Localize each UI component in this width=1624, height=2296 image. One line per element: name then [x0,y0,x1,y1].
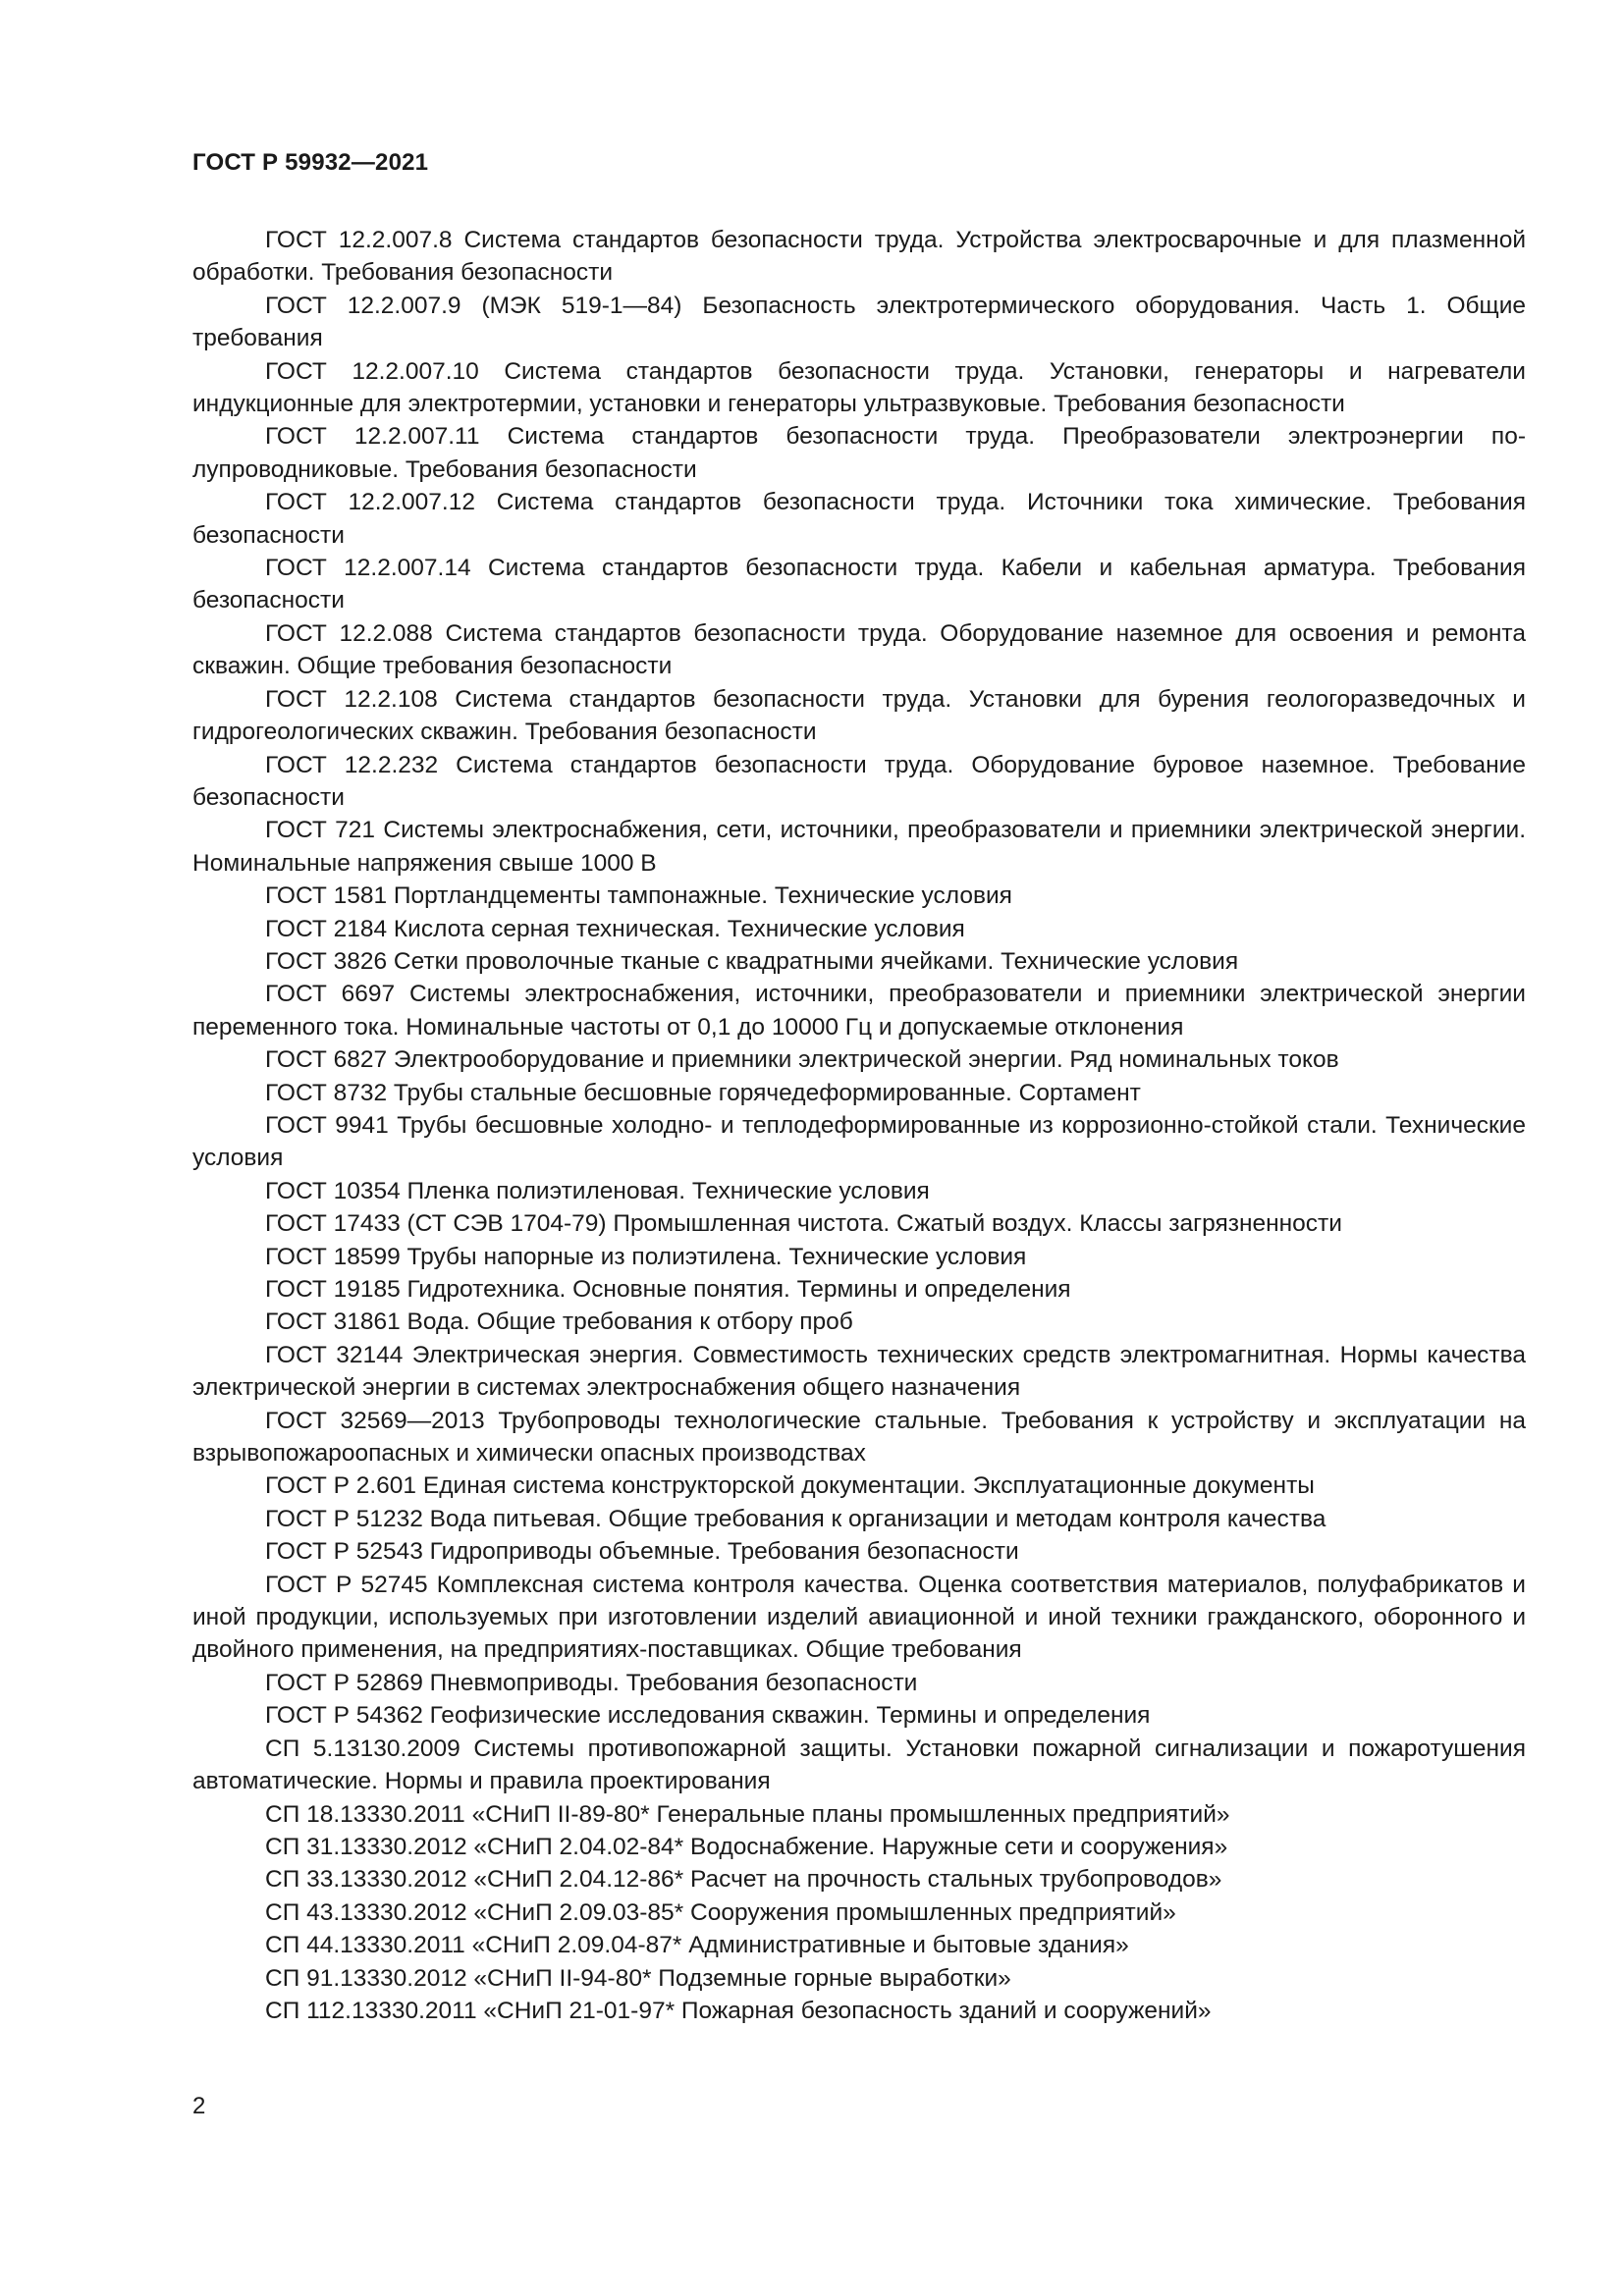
reference-item: ГОСТ 12.2.108 Система стандартов безопасности труда. Установки для бурения геологоразведочных и гидрогеологических скважин. Требования безопасности [192,685,1526,746]
reference-item: ГОСТ 12.2.007.14 Система стандартов безопасности труда. Кабели и кабельная арматура. Требования безопасности [192,555,1526,614]
normative-references-list [192,224,1526,2027]
reference-item: ГОСТ 8732 Трубы стальные бесшовные горячедеформированные. Сортамент [265,1079,1141,1106]
reference-item: ГОСТ 3826 Сетки проволочные тканые с квадратными ячейками. Технические условия [265,947,1239,975]
reference-item: ГОСТ 6697 Системы электроснабжения, источники, преобразователи и приемники электрической энергии переменного тока. Номинальные частоты от 0,1 до 10000 Гц и допускаемые отклонения [192,981,1526,1041]
reference-item: ГОСТ 10354 Пленка полиэтиленовая. Технические условия [265,1177,930,1204]
document-header: ГОСТ Р 59932—2021 [192,149,429,176]
reference-item: СП 44.13330.2011 «СНиП 2.09.04-87* Административные и бытовые здания» [265,1932,1129,1959]
reference-item: СП 31.13330.2012 «СНиП 2.04.02-84* Водоснабжение. Наружные сети и сооружения» [265,1833,1228,1860]
reference-item: ГОСТ 18599 Трубы напорные из полиэтилена. Технические условия [265,1243,1027,1270]
reference-item: ГОСТ 1581 Портландцементы тампонажные. Технические условия [265,882,1012,910]
reference-item: ГОСТ 12.2.007.12 Система стандартов безопасности труда. Источники тока химические. Требования безопасности [192,489,1526,549]
reference-item: ГОСТ Р 2.601 Единая система конструкторской документации. Эксплуатационные документы [265,1472,1315,1500]
page-number: 2 [192,2093,206,2119]
reference-item: СП 5.13130.2009 Системы противопожарной защиты. Установки пожарной сигнализации и пожаротушения автоматические. Нормы и правила проектирования [192,1735,1526,1795]
reference-item: ГОСТ Р 52745 Комплексная система контроля качества. Оценка соответствия материалов, полуфабрикатов и иной продукции, используемых при изготовлении изделий авиационной и иной техники гражданского, оборонного и двойного применения, на предприятиях-поставщиках. Общие требования [192,1571,1526,1664]
reference-item: ГОСТ 6827 Электрооборудование и приемники электрической энергии. Ряд номинальных токов [265,1046,1339,1074]
reference-item: ГОСТ 12.2.232 Система стандартов безопасности труда. Оборудование буровое наземное. Требование безопасности [192,751,1526,811]
reference-item: ГОСТ Р 51232 Вода питьевая. Общие требования к организации и методам контроля качества [265,1505,1326,1532]
reference-item: ГОСТ 9941 Трубы бесшовные холодно- и теплодеформированные из коррозионно-стойкой стали. Технические условия [192,1111,1526,1172]
reference-item: ГОСТ 19185 Гидротехника. Основные понятия. Термины и определения [265,1276,1071,1303]
reference-item: ГОСТ 32569—2013 Трубопроводы технологические стальные. Требования к устройству и эксплуатации на взрывопожароопасных и химически опасных производствах [192,1407,1526,1468]
reference-item: ГОСТ 2184 Кислота серная техническая. Технические условия [265,915,965,942]
reference-item: ГОСТ 31861 Вода. Общие требования к отбору проб [265,1308,853,1336]
reference-item: СП 91.13330.2012 «СНиП II-94-80* Подземные горные выработки» [265,1964,1011,1992]
reference-item: ГОСТ 12.2.007.11 Система стандартов безопасности труда. Преобразователи электроэнергии полупроводниковые. Требования безопасности [192,423,1526,483]
reference-item: ГОСТ 12.2.007.8 Система стандартов безопасности труда. Устройства электросварочные и для плазменной обработки. Требования безопасности [192,227,1526,287]
reference-item: ГОСТ 12.2.007.10 Система стандартов безопасности труда. Установки, генераторы и нагреватели индукционные для электротермии, установки и генераторы ультразвуковые. Требования безопасности [192,357,1526,418]
reference-item: ГОСТ 721 Системы электроснабжения, сети, источники, преобразователи и приемники электрической энергии. Номинальные напряжения свыше 1000 В [192,817,1526,877]
reference-item: ГОСТ 12.2.088 Система стандартов безопасности труда. Оборудование наземное для освоения и ремонта скважин. Общие требования безопасности [192,619,1526,680]
reference-item: ГОСТ Р 52869 Пневмоприводы. Требования безопасности [265,1669,918,1696]
reference-item: ГОСТ 12.2.007.9 (МЭК 519-1—84) Безопасность электротермического оборудования. Часть 1. Общие требования [192,292,1526,352]
reference-item: ГОСТ Р 52543 Гидроприводы объемные. Требования безопасности [265,1538,1019,1566]
reference-item: ГОСТ 17433 (СТ СЭВ 1704-79) Промышленная чистота. Сжатый воздух. Классы загрязненности [265,1210,1342,1238]
reference-item: СП 43.13330.2012 «СНиП 2.09.03-85* Сооружения промышленных предприятий» [265,1898,1176,1926]
reference-item: СП 33.13330.2012 «СНиП 2.04.12-86* Расчет на прочность стальных трубопроводов» [265,1866,1222,1894]
reference-item: ГОСТ Р 54362 Геофизические исследования скважин. Термины и определения [265,1702,1151,1730]
reference-item: СП 112.13330.2011 «СНиП 21-01-97* Пожарная безопасность зданий и сооружений» [265,1997,1212,2024]
reference-item: ГОСТ 32144 Электрическая энергия. Совместимость технических средств электромагнитная. Нормы качества электрической энергии в системах электроснабжения общего назначения [192,1341,1526,1402]
reference-item: СП 18.13330.2011 «СНиП II-89-80* Генеральные планы промышленных предприятий» [265,1800,1230,1828]
